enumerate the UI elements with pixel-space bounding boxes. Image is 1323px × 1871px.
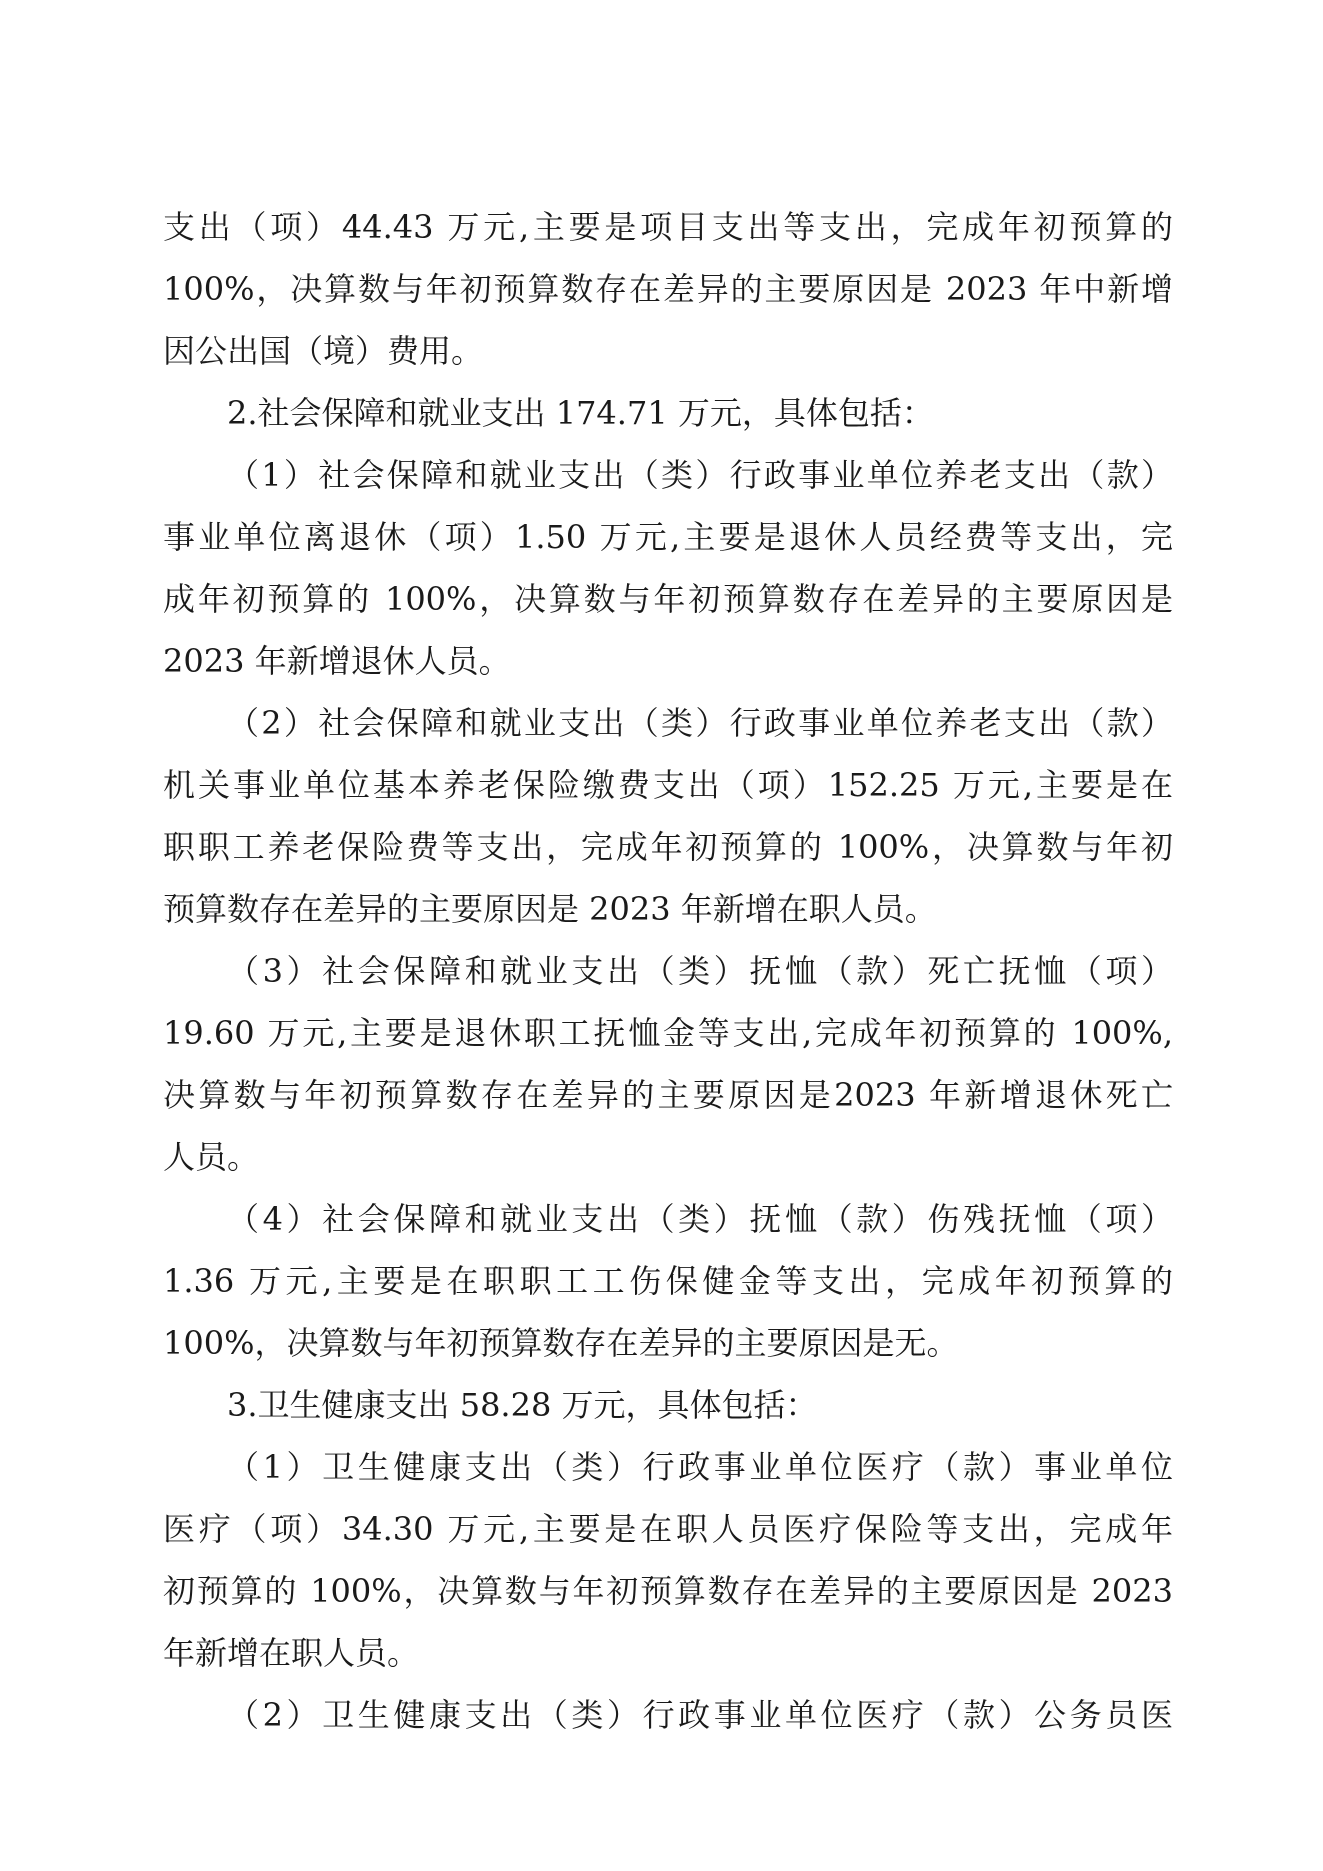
- text-line: 医疗（项）34.30 万元,主要是在职人员医疗保险等支出，完成年: [163, 1510, 1173, 1548]
- text-line: 预算数存在差异的主要原因是 2023 年新增在职人员。: [163, 890, 937, 928]
- text-line: 19.60 万元,主要是退休职工抚恤金等支出,完成年初预算的 100%,: [163, 1014, 1173, 1052]
- text-line: 机关事业单位基本养老保险缴费支出（项）152.25 万元,主要是在: [163, 766, 1173, 804]
- text-line: 年新增在职人员。: [163, 1634, 420, 1672]
- text-line: 初预算的 100%，决算数与年初预算数存在差异的主要原因是 2023: [163, 1572, 1173, 1610]
- body-text: [163, 196, 1173, 1746]
- text-line: 决算数与年初预算数存在差异的主要原因是2023 年新增退休死亡: [163, 1076, 1173, 1114]
- text-line: （4）社会保障和就业支出（类）抚恤（款）伤残抚恤（项）: [227, 1200, 1173, 1238]
- text-line: 100%，决算数与年初预算数存在差异的主要原因是 2023 年中新增: [163, 270, 1173, 308]
- text-line: 1.36 万元,主要是在职职工工伤保健金等支出，完成年初预算的: [163, 1262, 1173, 1300]
- text-line: （2）社会保障和就业支出（类）行政事业单位养老支出（款）: [227, 704, 1173, 742]
- text-line: 2023 年新增退休人员。: [163, 642, 511, 680]
- section-heading: 2.社会保障和就业支出 174.71 万元，具体包括：: [227, 394, 934, 432]
- text-line: （2）卫生健康支出（类）行政事业单位医疗（款）公务员医: [227, 1696, 1173, 1734]
- text-line: 事业单位离退休（项）1.50 万元,主要是退休人员经费等支出，完: [163, 518, 1173, 556]
- section-heading: 3.卫生健康支出 58.28 万元，具体包括：: [227, 1386, 818, 1424]
- text-line: 100%，决算数与年初预算数存在差异的主要原因是无。: [163, 1324, 959, 1362]
- text-line: 人员。: [163, 1138, 260, 1176]
- text-line: （1）社会保障和就业支出（类）行政事业单位养老支出（款）: [227, 456, 1173, 494]
- text-line: （1）卫生健康支出（类）行政事业单位医疗（款）事业单位: [227, 1448, 1173, 1486]
- text-line: 支出（项）44.43 万元,主要是项目支出等支出，完成年初预算的: [163, 208, 1173, 246]
- text-line: （3）社会保障和就业支出（类）抚恤（款）死亡抚恤（项）: [227, 952, 1173, 990]
- text-line: 因公出国（境）费用。: [163, 332, 484, 370]
- text-line: 成年初预算的 100%，决算数与年初预算数存在差异的主要原因是: [163, 580, 1173, 618]
- text-line: 职职工养老保险费等支出，完成年初预算的 100%，决算数与年初: [163, 828, 1173, 866]
